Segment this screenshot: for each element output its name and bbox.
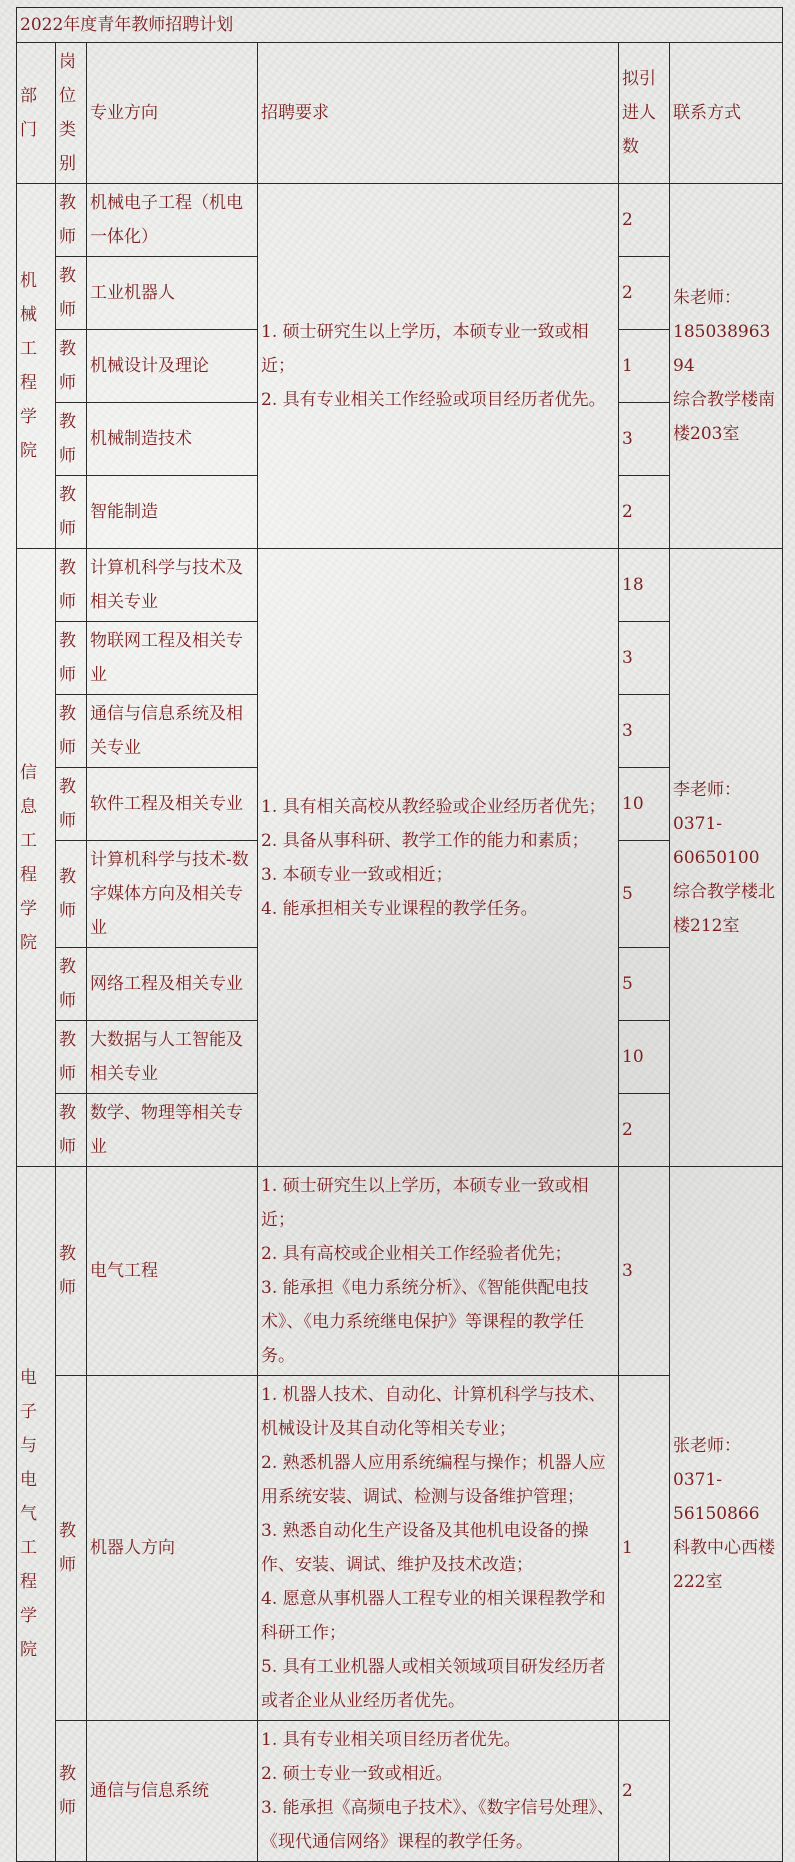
major-cell: 网络工程及相关专业: [87, 948, 258, 1021]
major-cell: 机器人方向: [87, 1376, 258, 1721]
count-cell: 2: [619, 476, 670, 549]
category-cell: 教师: [56, 695, 87, 768]
requirements-cell: 1. 具有专业相关项目经历者优先。 2. 硕士专业一致或相近。 3. 能承担《高频电子技术》、《数字信号处理》、《现代通信网络》课程的教学任务。: [258, 1721, 619, 1862]
count-cell: 5: [619, 948, 670, 1021]
major-cell: 通信与信息系统及相关专业: [87, 695, 258, 768]
major-cell: 机械设计及理论: [87, 330, 258, 403]
count-cell: 2: [619, 184, 670, 257]
table-row: [17, 549, 783, 622]
count-cell: 10: [619, 1021, 670, 1094]
count-cell: 5: [619, 841, 670, 948]
count-cell: 2: [619, 1094, 670, 1167]
table-row: [17, 1167, 783, 1376]
header-requirements: 招聘要求: [258, 43, 619, 184]
contact-cell: 李老师： 0371- 60650100 综合教学楼北楼212室: [670, 549, 783, 1167]
count-cell: 2: [619, 257, 670, 330]
dept-cell: 信息工程学院: [17, 549, 56, 1167]
major-cell: 通信与信息系统: [87, 1721, 258, 1862]
category-cell: 教师: [56, 184, 87, 257]
requirements-cell: 1. 机器人技术、自动化、计算机科学与技术、机械设计及其自动化等相关专业； 2. 熟悉机器人应用系统编程与操作；机器人应用系统安装、调试、检测与设备维护管理； 3. 熟悉自动化生产设备及其他机电设备的操作、安装、调试、维护及技术改造； 4. 愿意从事机器人工程专业的相关课程教学和科研工作； 5. 具有工业机器人或相关领域项目研发经历者或者企业从业经历者优先。: [258, 1376, 619, 1721]
count-cell: 1: [619, 1376, 670, 1721]
header-major: 专业方向: [87, 43, 258, 184]
requirements-cell: 1. 硕士研究生以上学历，本硕专业一致或相近； 2. 具有高校或企业相关工作经验者优先； 3. 能承担《电力系统分析》、《智能供配电技术》、《电力系统继电保护》等课程的教学任务。: [258, 1167, 619, 1376]
count-cell: 2: [619, 1721, 670, 1862]
major-cell: 电气工程: [87, 1167, 258, 1376]
category-cell: 教师: [56, 1094, 87, 1167]
count-cell: 3: [619, 403, 670, 476]
header-dept: 部门: [17, 43, 56, 184]
category-cell: 教师: [56, 948, 87, 1021]
major-cell: 软件工程及相关专业: [87, 768, 258, 841]
count-cell: 1: [619, 330, 670, 403]
count-cell: 3: [619, 695, 670, 768]
table-row: [17, 1376, 783, 1721]
category-cell: 教师: [56, 403, 87, 476]
requirements-cell: 1. 硕士研究生以上学历，本硕专业一致或相近； 2. 具有专业相关工作经验或项目经历者优先。: [258, 184, 619, 549]
major-cell: 大数据与人工智能及相关专业: [87, 1021, 258, 1094]
category-cell: 教师: [56, 1167, 87, 1376]
category-cell: 教师: [56, 1721, 87, 1862]
recruitment-table: [16, 7, 783, 1862]
dept-cell: 机械工程学院: [17, 184, 56, 549]
category-cell: 教师: [56, 1021, 87, 1094]
major-cell: 工业机器人: [87, 257, 258, 330]
requirements-cell: 1. 具有相关高校从教经验或企业经历者优先； 2. 具备从事科研、教学工作的能力和素质； 3. 本硕专业一致或相近； 4. 能承担相关专业课程的教学任务。: [258, 549, 619, 1167]
header-count: 拟引进人数: [619, 43, 670, 184]
header-category: 岗位类别: [56, 43, 87, 184]
count-cell: 18: [619, 549, 670, 622]
count-cell: 3: [619, 1167, 670, 1376]
category-cell: 教师: [56, 549, 87, 622]
count-cell: 3: [619, 622, 670, 695]
table-row: [17, 1721, 783, 1862]
major-cell: 机械电子工程（机电一体化）: [87, 184, 258, 257]
category-cell: 教师: [56, 257, 87, 330]
count-cell: 10: [619, 768, 670, 841]
major-cell: 机械制造技术: [87, 403, 258, 476]
header-row: [17, 43, 783, 184]
category-cell: 教师: [56, 841, 87, 948]
table-title: 2022年度青年教师招聘计划: [17, 8, 783, 43]
category-cell: 教师: [56, 622, 87, 695]
title-row: [17, 8, 783, 43]
major-cell: 物联网工程及相关专业: [87, 622, 258, 695]
contact-cell: 朱老师： 18503896394 综合教学楼南楼203室: [670, 184, 783, 549]
contact-cell: 张老师： 0371- 56150866 科教中心西楼222室: [670, 1167, 783, 1862]
major-cell: 数学、物理等相关专业: [87, 1094, 258, 1167]
major-cell: 计算机科学与技术及相关专业: [87, 549, 258, 622]
category-cell: 教师: [56, 330, 87, 403]
category-cell: 教师: [56, 1376, 87, 1721]
table-row: [17, 184, 783, 257]
table-body: [17, 184, 783, 1862]
dept-cell: 电子与电气工程学院: [17, 1167, 56, 1862]
major-cell: 智能制造: [87, 476, 258, 549]
header-contact: 联系方式: [670, 43, 783, 184]
category-cell: 教师: [56, 768, 87, 841]
major-cell: 计算机科学与技术-数字媒体方向及相关专业: [87, 841, 258, 948]
category-cell: 教师: [56, 476, 87, 549]
